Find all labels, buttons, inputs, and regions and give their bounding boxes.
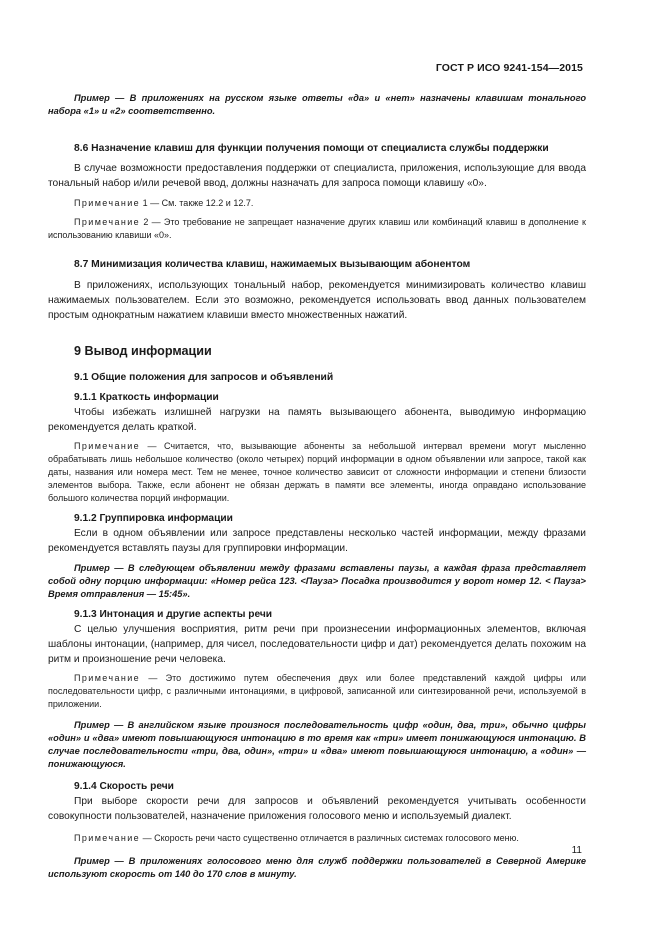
heading-9: 9 Вывод информации xyxy=(74,344,212,358)
paragraph-9-1-4: При выборе скорости речи для запросов и объявлений рекомендуется учитывать особенности совокупности пользователей, назначение приложения голосового меню и используемый диалект. xyxy=(48,796,586,822)
note-3 xyxy=(48,440,586,505)
example-9-1-4: Пример — В приложениях голосового меню для служб поддержки пользователей в Северной Америке используют скорость от 140 до 170 слов в минуту. xyxy=(48,856,586,879)
heading-8-7: 8.7 Минимизация количества клавиш, нажимаемых вызывающим абонентом xyxy=(74,259,471,270)
document-header-id: ГОСТ Р ИСО 9241-154—2015 xyxy=(435,62,583,74)
paragraph-9-1-2: Если в одном объявлении или запросе представлены несколько частей информации, между фразами рекомендуется вставлять паузы для группировки информации. xyxy=(48,528,586,554)
paragraph-8-7: В приложениях, использующих тональный набор, рекомендуется минимизировать количество клавиш нажимаемых пользователем. Если это возможно, рекомендуется использовать ввод данных пользователем простым однократным нажатием клавиши вместо множественных нажатий. xyxy=(48,280,586,321)
note-2 xyxy=(48,216,586,242)
heading-9-1-2: 9.1.2 Группировка информации xyxy=(74,513,233,524)
heading-9-1: 9.1 Общие положения для запросов и объявлений xyxy=(74,372,334,383)
note-3-label: Примечание xyxy=(74,441,141,451)
note-1-label: Примечание xyxy=(74,198,141,208)
note-5-text: — Скорость речи часто существенно отличается в различных системах голосового меню. xyxy=(140,833,519,843)
document-body xyxy=(48,92,586,881)
note-5 xyxy=(48,832,586,845)
note-4 xyxy=(48,672,586,711)
page-number: 11 xyxy=(571,845,582,856)
heading-9-1-3: 9.1.3 Интонация и другие аспекты речи xyxy=(74,609,273,620)
note-1-text: 1 — См. также 12.2 и 12.7. xyxy=(140,198,254,208)
note-5-label: Примечание xyxy=(74,833,141,843)
note-2-label: Примечание xyxy=(74,217,141,227)
note-4-label: Примечание xyxy=(74,673,141,683)
paragraph-8-6: В случае возможности предоставления поддержки от специалиста, приложения, использующие для ввода тональный набор и/или речевой ввод, должны назначать для запроса помощи клавишу «0». xyxy=(48,163,586,189)
note-4-text: — Это достижимо путем обеспечения двух или более представлений каждой цифры или последовательности цифр, с различными интонациями, в цифровой, записанной или синтезированной речи, используемой в приложении. xyxy=(48,673,586,709)
example-top: Пример — В приложениях на русском языке ответы «да» и «нет» назначены клавишам тонального набора «1» и «2» соответственно. xyxy=(48,93,586,116)
paragraph-9-1-1: Чтобы избежать излишней нагрузки на память вызывающего абонента, выводимую информацию рекомендуется делать краткой. xyxy=(48,407,586,433)
example-9-1-2: Пример — В следующем объявлении между фразами вставлены паузы, а каждая фраза представляет собой одну порцию информации: «Номер рейса 123. <Пауза> Посадка производится у ворот номер 12. < Пауза> Время отправления — 15:45». xyxy=(48,563,586,599)
example-9-1-3: Пример — В английском языке произнося последовательность цифр «один, два, три», обычно цифры «один» и «два» имеют повышающуюся интонацию в то время как «три» имеет понижающуюся интонацию. В случае последовательности «три, два, один», «три» и «два» имеют повышающуюся интонацию, а «один» — понижающуюся. xyxy=(48,720,586,769)
heading-8-6: 8.6 Назначение клавиш для функции получения помощи от специалиста службы поддержки xyxy=(74,143,549,154)
note-3-text: — Считается, что, вызывающие абоненты за небольшой интервал времени могут мысленно обрабатывать лишь небольшое количество (около четырех) порций информации в одном объявлении или запросе, такой как даты, названия или номера мест. Тем не менее, точное количество зависит от сложности информации и степени близости элементов выбора. Также, если абонент не обязан держать в памяти все элементы, иногда оправдано использование большого количества порций информации. xyxy=(48,441,586,503)
paragraph-9-1-3: С целью улучшения восприятия, ритм речи при произнесении информационных элементов, включая шаблоны интонации, (например, для чисел, последовательности цифр и дат) рекомендуется делать похожим на ритм и произношение речи человека. xyxy=(48,624,586,665)
heading-9-1-1: 9.1.1 Краткость информации xyxy=(74,392,219,403)
note-1 xyxy=(48,197,586,210)
heading-9-1-4: 9.1.4 Скорость речи xyxy=(74,781,174,792)
note-2-text: 2 — Это требование не запрещает назначение других клавиш или комбинаций клавиш в дополнение к использованию клавиши «0». xyxy=(48,217,586,240)
